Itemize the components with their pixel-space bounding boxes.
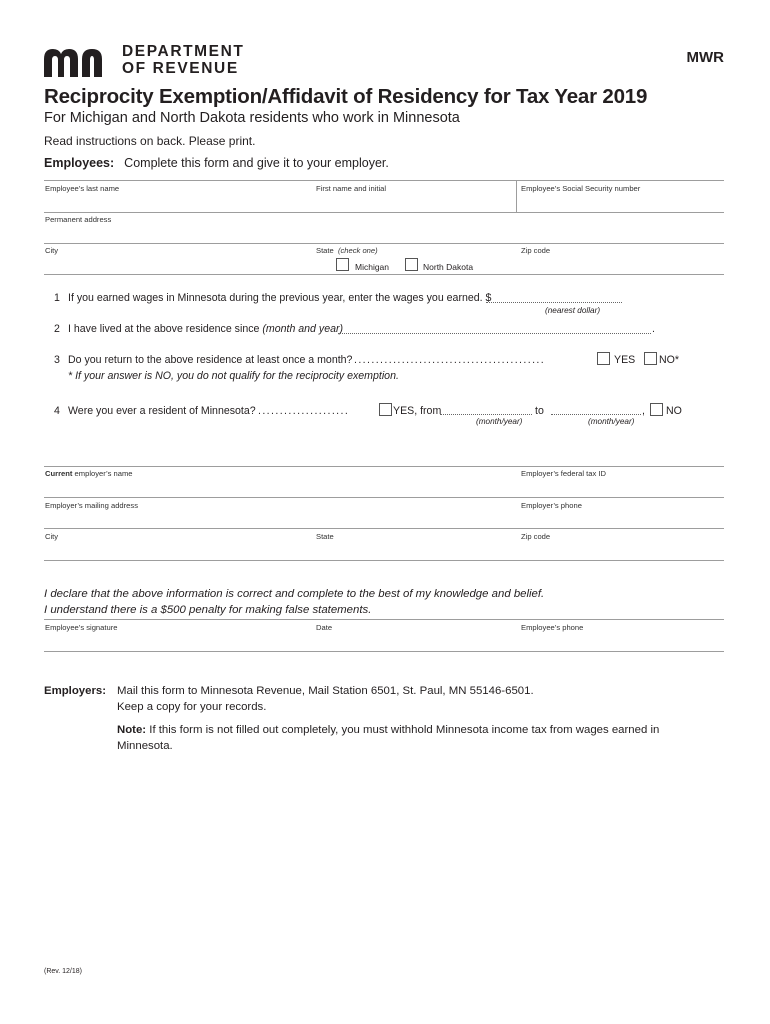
state-label xyxy=(316,246,378,255)
q2-number: 2 xyxy=(54,323,60,335)
q3-leader-dots: ............................................ xyxy=(354,354,546,366)
q4-leader-dots: ..................... xyxy=(258,405,350,417)
state-text: State xyxy=(316,246,334,255)
q1-number: 1 xyxy=(54,292,60,304)
q1-text: If you earned wages in Minnesota during the previous year, enter the wages you earned. $ xyxy=(68,292,492,304)
michigan-label: Michigan xyxy=(355,262,390,272)
divider xyxy=(44,651,724,652)
q2-text xyxy=(68,323,343,335)
q3-text: Do you return to the above residence at least once a month? xyxy=(68,354,353,366)
state-note: (check one) xyxy=(337,246,378,255)
q4-to-label: to xyxy=(535,405,544,417)
q4-yes-from-label: YES, from xyxy=(393,405,442,417)
divider xyxy=(44,528,724,529)
dept-line-2: OF REVENUE xyxy=(122,59,239,77)
employees-text: Complete this form and give it to your employer. xyxy=(124,156,389,170)
declaration-line-2: I understand there is a $500 penalty for making false statements. xyxy=(44,604,372,616)
employers-note-line-2: Minnesota. xyxy=(117,740,173,752)
date-label: Date xyxy=(316,623,333,632)
address-label: Permanent address xyxy=(45,215,112,224)
divider xyxy=(44,180,724,181)
employees-heading xyxy=(44,156,389,170)
north-dakota-label: North Dakota xyxy=(423,262,474,272)
q3-no-checkbox[interactable] xyxy=(644,352,657,365)
to-date-hint: (month/year) xyxy=(588,417,635,426)
employer-name-rest: employer’s name xyxy=(72,469,133,478)
declaration-line-1: I declare that the above information is correct and complete to the best of my knowledge and belief. xyxy=(44,588,545,600)
employer-state-label: State xyxy=(316,532,334,541)
form-code: MWR xyxy=(686,49,724,66)
divider xyxy=(44,243,724,244)
first-name-label: First name and initial xyxy=(316,184,387,193)
north-dakota-checkbox[interactable] xyxy=(405,258,418,271)
q4-number: 4 xyxy=(54,405,60,417)
form-subtitle: For Michigan and North Dakota residents who work in Minnesota xyxy=(44,110,460,126)
q4-comma: , xyxy=(642,405,645,417)
divider xyxy=(44,274,724,275)
tax-id-label: Employer’s federal tax ID xyxy=(521,469,606,478)
q1-hint: (nearest dollar) xyxy=(545,306,601,315)
divider xyxy=(44,497,724,498)
employee-phone-label: Employee’s phone xyxy=(521,623,584,632)
employers-line-1: Mail this form to Minnesota Revenue, Mail Station 6501, St. Paul, MN 55146-6501. xyxy=(117,685,534,697)
employer-name-bold: Current xyxy=(45,469,73,478)
form-title: Reciprocity Exemption/Affidavit of Residency for Tax Year 2019 xyxy=(44,85,648,108)
from-date-input-line[interactable] xyxy=(440,414,532,415)
divider xyxy=(44,466,724,467)
dept-line-1: DEPARTMENT xyxy=(122,43,245,60)
q4-no-checkbox[interactable] xyxy=(650,403,663,416)
employers-note xyxy=(117,724,659,736)
employer-city-label: City xyxy=(45,532,59,541)
employers-line-2: Keep a copy for your records. xyxy=(117,701,267,713)
employer-address-label: Employer’s mailing address xyxy=(45,501,138,510)
q3-yes-label: YES xyxy=(614,354,636,366)
michigan-checkbox[interactable] xyxy=(336,258,349,271)
employers-label: Employers: xyxy=(44,685,107,697)
city-label: City xyxy=(45,246,59,255)
last-name-label: Employee’s last name xyxy=(45,184,120,193)
to-date-input-line[interactable] xyxy=(551,414,641,415)
note-label: Note: xyxy=(117,724,147,736)
q2-text-b: (month and year) xyxy=(262,323,344,335)
employer-name-label xyxy=(45,469,133,478)
q3-number: 3 xyxy=(54,354,60,366)
revision-code: (Rev. 12/18) xyxy=(44,968,82,975)
residence-since-input-line[interactable] xyxy=(338,333,651,334)
signature-label: Employee’s signature xyxy=(45,623,118,632)
divider xyxy=(516,180,517,212)
q3-note: * If your answer is NO, you do not qualify for the reciprocity exemption. xyxy=(68,370,399,382)
ssn-label: Employee’s Social Security number xyxy=(521,184,641,193)
divider xyxy=(44,560,724,561)
employees-label: Employees: xyxy=(44,156,115,170)
q2-end: . xyxy=(652,323,655,335)
divider xyxy=(44,619,724,620)
q4-yes-checkbox[interactable] xyxy=(379,403,392,416)
q4-text: Were you ever a resident of Minnesota? xyxy=(68,405,256,417)
q4-no-label: NO xyxy=(666,405,682,417)
q3-yes-checkbox[interactable] xyxy=(597,352,610,365)
q2-text-a: I have lived at the above residence since xyxy=(68,323,260,335)
employer-phone-label: Employer’s phone xyxy=(521,501,582,510)
employer-zip-label: Zip code xyxy=(521,532,551,541)
mn-logo-icon xyxy=(44,49,116,77)
from-date-hint: (month/year) xyxy=(476,417,523,426)
q3-no-label: NO* xyxy=(659,354,680,366)
divider xyxy=(44,212,724,213)
zip-label: Zip code xyxy=(521,246,551,255)
wages-input-line[interactable] xyxy=(486,302,622,303)
department-name xyxy=(122,44,245,77)
instructions: Read instructions on back. Please print. xyxy=(44,134,256,148)
note-text: If this form is not filled out completely, you must withhold Minnesota income tax from wages earned in xyxy=(146,724,660,736)
